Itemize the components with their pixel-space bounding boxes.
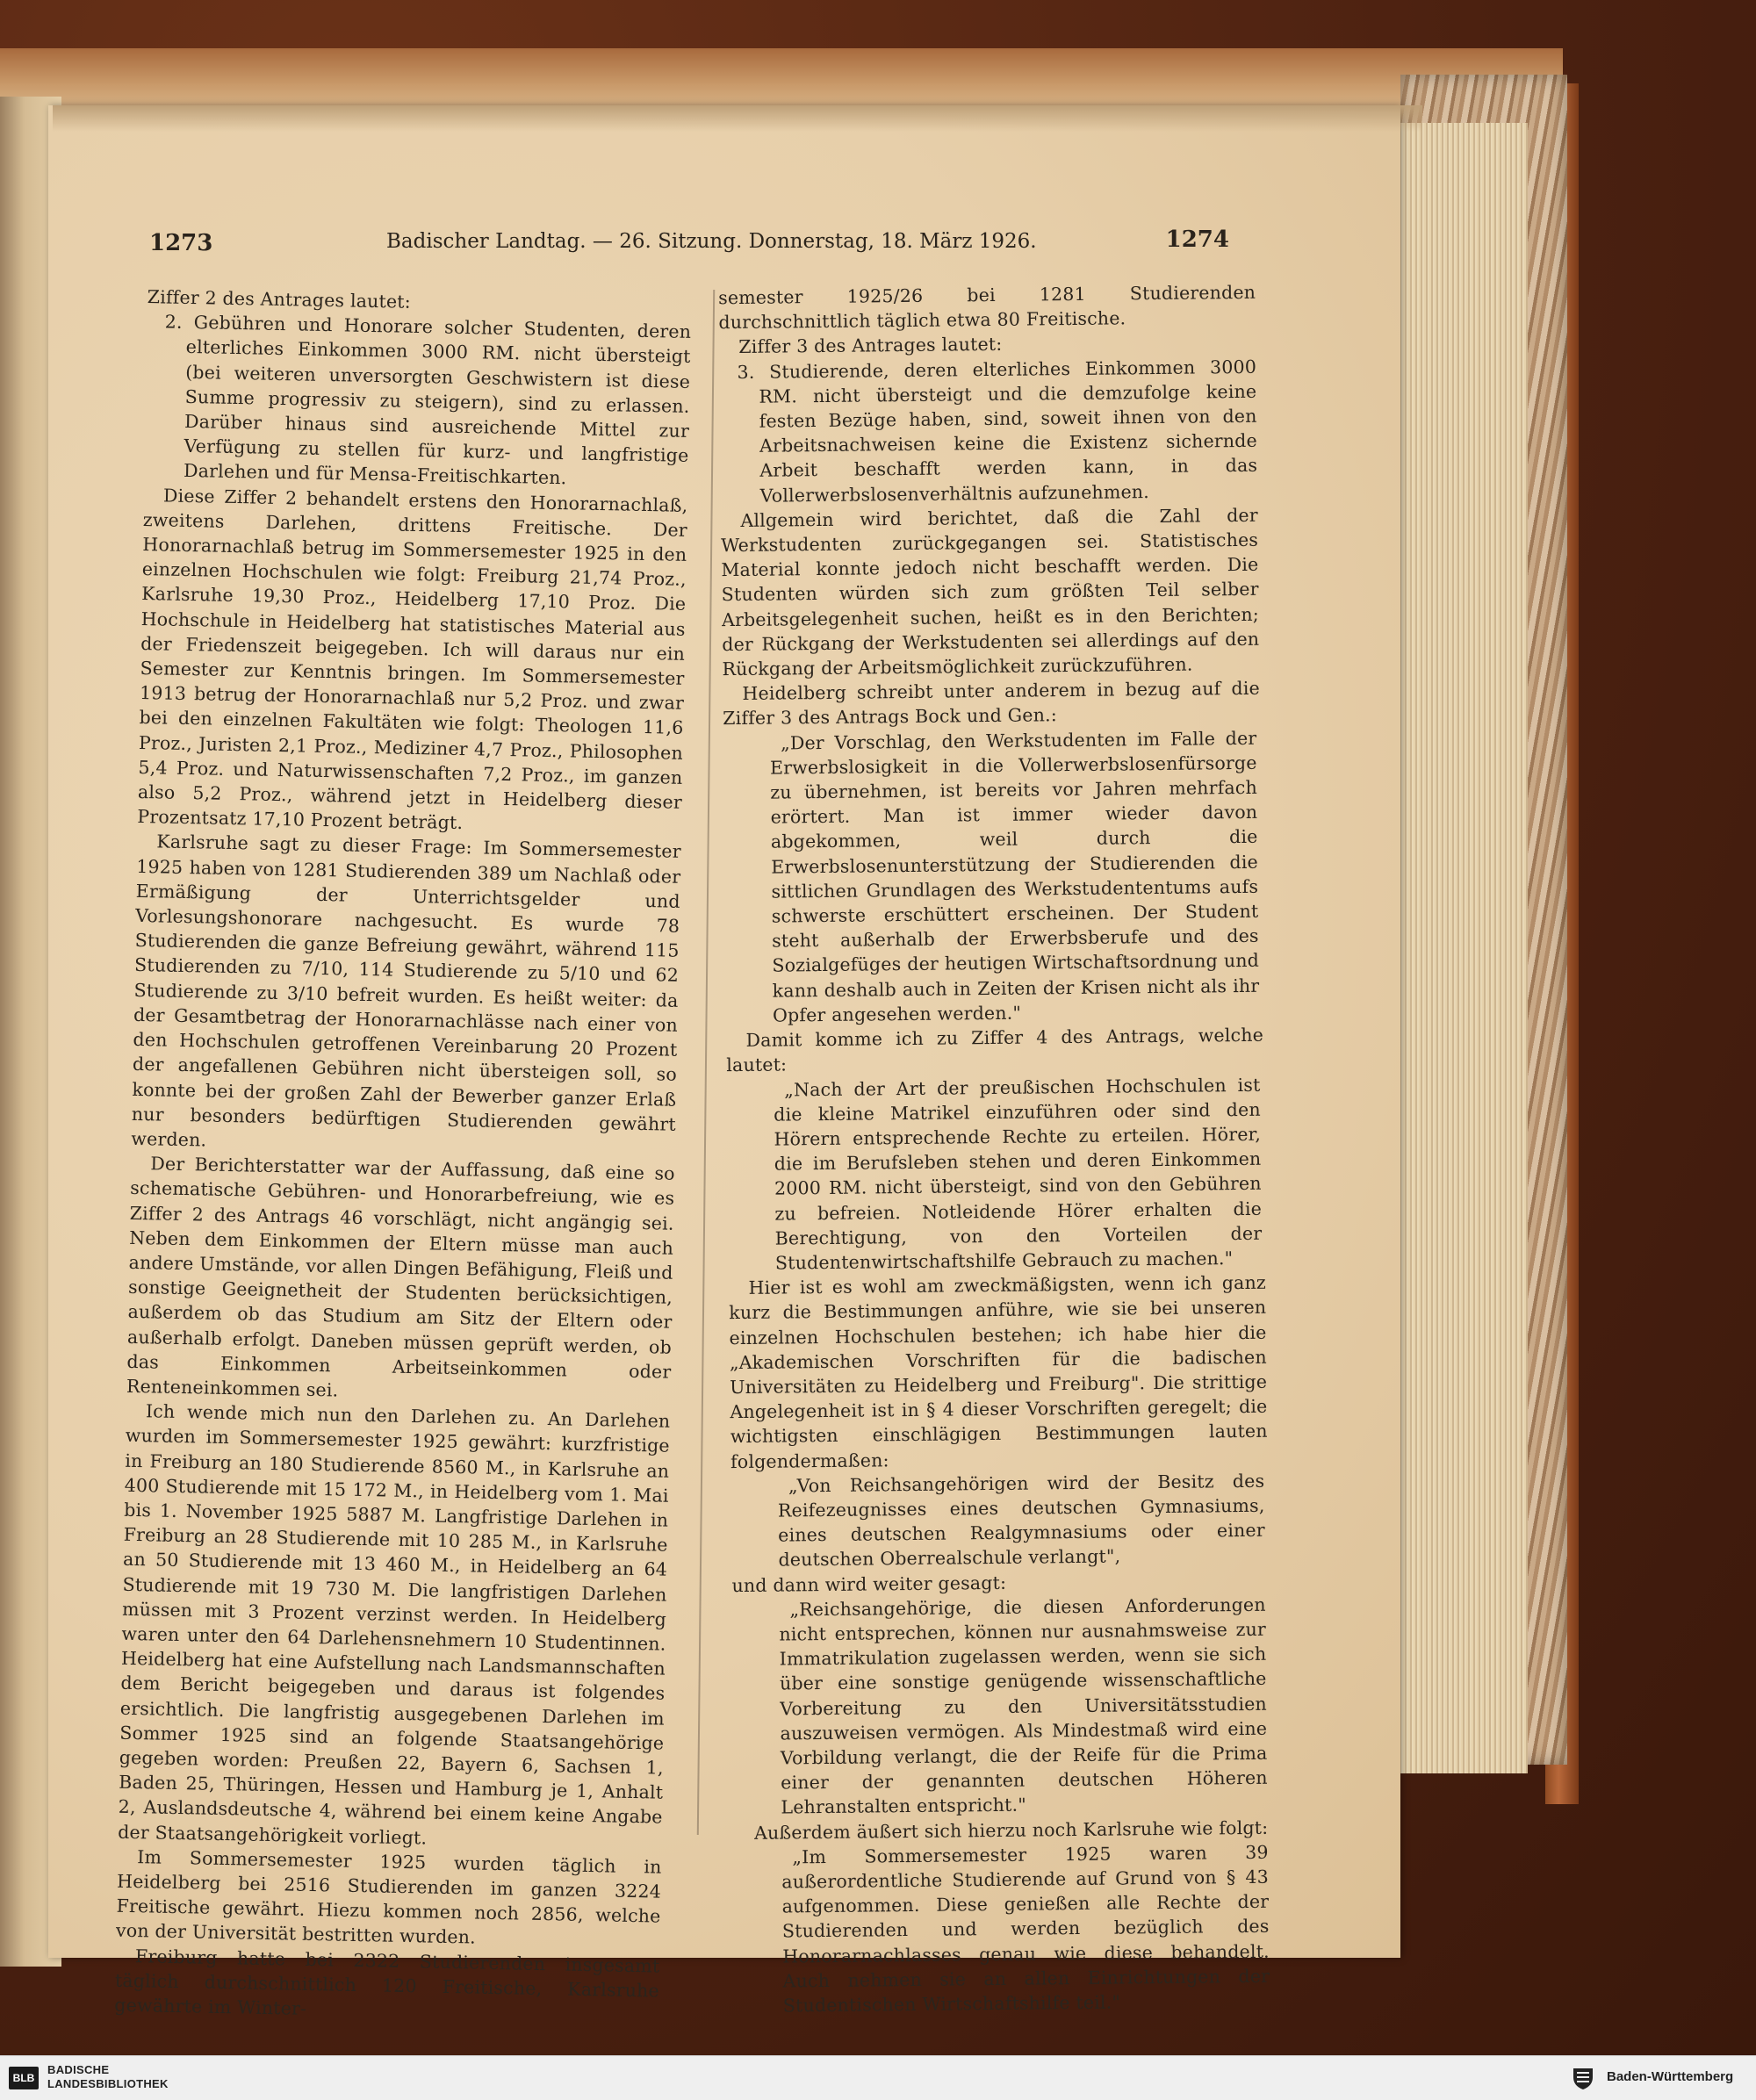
block-quote: „Von Reichsangehörigen wird der Besitz des Reifezeugnisses eines deutschen Gymnasiums, eines deutschen Realgymnasiums oder einer deutschen Oberrealschule verlangt", [777,1470,1265,1571]
running-header [149,227,1229,265]
numbered-item: 3. Studierende, deren elterliches Einkommen 3000 RM. nicht übersteigt und die demzufolge keine festen Bezüge haben, sind, soweit ihnen von den Arbeitsnachweisen keine die Existenz sichernde Arbeit beschafft werden kann, in das Vollerwerbslosenverhältnis aufzunehmen. [737,356,1258,507]
running-title: Badischer Landtag. — 26. Sitzung. Donnerstag, 18. März 1926. [386,230,1037,253]
paragraph: semester 1925/26 bei 1281 Studierenden durchschnittlich täglich etwa 80 Freitische. [718,281,1256,334]
paragraph: Ziffer 2 des Antrages lautet: [147,286,412,313]
viewer-footer [0,2055,1756,2100]
paragraph: Im Sommersemester 1925 wurden täglich in Heidelberg bei 2516 Studierenden im ganzen 3224 Freitische gewährt. Hiezu kommen noch 2856, welche von der Universität bestritten wurden. [115,1845,662,1948]
left-text-column [114,284,692,2028]
library-name-line1: BADISCHE [47,2063,110,2076]
paragraph: Ziffer 3 des Antrages lautet: [738,334,1003,358]
paragraph: Ich wende mich nun den Darlehen zu. An Darlehen wurden im Sommersemester 1925 gewährt: kurzfristige in Freiburg an 180 Studierende 8560 M., in Karlsruhe an 400 Studierende mit 15 172 M., in Heidelberg vom 1. Mai bis 1. November 1925 5887 M. Langfristige Darlehen in Freiburg an 28 Studierende mit 10 285 M., in Karlsruhe an 50 Studierende mit 13 460 M., in Heidelberg an 64 Studierende mit 19 730 M. Die langfristigen Darlehen müssen mit 3 Prozent verzinst werden. In Heidelberg waren unter den 64 Darlehensnehmern 10 Studentinnen. Heidelberg hat eine Aufstellung nach Landsmannschaften dem Bericht beigegeben und daraus ist folgendes ersichtlich. Die langfristig ausgegebenen Darlehen im Sommer 1925 sind an folgende Staatsangehörige gegeben worden: Preußen 22, Bayern 6, Sachsen 1, Baden 25, Thüringen, Hessen und Hamburg je 1, Anhalt 2, Auslandsdeutsche 4, während bei einem keine Angabe der Staatsangehörigkeit vorliegt. [117,1400,671,1849]
page-number-right: 1274 [1165,227,1229,253]
library-name-line2: LANDESBIBLIOTHEK [47,2077,169,2090]
library-name[interactable] [47,2063,169,2091]
page-top-shadow [53,105,1422,132]
paragraph: Allgemein wird berichtet, daß die Zahl der Werkstudenten zurückgegangen sei. Statistisches Material konnte jedoch nicht beschafft werden. Die Studenten würden sich zum größten Teil selber Arbeitsgelegenheit suchen, heißt es in den Berichten; der Rückgang der Werkstudenten sei allerdings auf den Rückgang der Arbeitsmöglichkeit zurückzuführen. [720,504,1260,680]
state-name[interactable]: Baden-Württemberg [1607,2069,1734,2084]
paragraph: Karlsruhe sagt zu dieser Frage: Im Sommersemester 1925 haben von 1281 Studierenden 389 um Nachlaß oder Ermäßigung der Unterrichtsgelder und Vorlesungshonorare nachgesucht. Es wurde 78 Studierenden die ganze Befreiung gewährt, während 115 Studierenden zu 7/10, 114 Studierende zu 5/10 und 62 Studierende zu 3/10 befreit wurden. Es heißt weiter: da der Gesamtbetrag der Honorarnachlässe nach einer von den Hochschulen getroffenen Vereinbarung 20 Prozent der angefallenen Gebühren nicht übersteigen soll, so konnte bei der großen Zahl der Bewerber ganzer Erlaß nur besonders bedürftigen Studierenden gewährt werden. [131,831,681,1151]
book-cover-top [0,48,1563,110]
paragraph: Außerdem äußert sich hierzu noch Karlsruhe wie folgt: [753,1816,1269,1844]
paragraph: Freiburg hatte bei 2322 Studierenden insgesamt täglich durchschnittlich 120 Freitische, Karlsruhe gewährte im Winter- [114,1945,660,2019]
paragraph: Der Berichterstatter war der Auffassung, daß eine so schematische Gebühren- und Honorarbefreiung, wie es Ziffer 2 des Antrags 46 vorschlägt, nicht angängig sei. Neben dem Einkommen der Eltern müsse man auch andere Umstände, vor allen Dingen Befähigung, Fleiß und sonstige Geeignetheit der Studenten berücksichtigen, außerdem ob das Studium am Sitz der Eltern oder außerhalb erfolgt. Daneben müssen geprüft werden, ob das Einkommen Arbeitseinkommen oder Renteneinkommen sei. [126,1153,675,1401]
block-quote: „Im Sommersemester 1925 waren 39 außerordentliche Studierende auf Grund von § 43 aufgenommen. Diese genießen alle Rechte der Studierenden und werden bezüglich des Honorarnachlasses genau wie diese behandelt. Auch nehmen sie an allen Einrichtungen der Studentischen Wirtschaftshilfe teil." [781,1841,1270,2017]
state-coat-of-arms-icon[interactable] [1570,2065,1596,2091]
blb-logo-icon[interactable]: BLB [9,2067,39,2089]
paragraph: Damit komme ich zu Ziffer 4 des Antrags, welche lautet: [726,1024,1264,1076]
block-quote: „Nach der Art der preußischen Hochschulen ist die kleine Matrikel einzuführen oder sind den Hörern entsprechende Rechte zu erteilen. Hörer, die im Berufsleben stehen und deren Einkommen 2000 RM. nicht übersteigt, sind von den Gebühren zu befreien. Notleidende Hörer erhalten die Berechtigung, von den Vorteilen der Studentenwirtschaftshilfe Gebrauch zu machen." [774,1074,1263,1274]
paragraph: Diese Ziffer 2 behandelt erstens den Honorarnachlaß, zweitens Darlehen, drittens Freitische. Der Honorarnachlaß betrug im Sommersemester 1925 in den einzelnen Hochschulen wie folgt: Freiburg 21,74 Proz., Karlsruhe 19,30 Proz., Heidelberg 17,10 Proz. Die Hochschule in Heidelberg hat statistisches Material aus der Friedenszeit beigegeben. Ich will daraus nur ein Semester zur Kenntnis bringen. Im Sommersemester 1913 betrug der Honorarnachlaß nur 5,2 Proz. und zwar bei den einzelnen Fakultäten wie folgt: Theologen 11,6 Proz., Juristen 2,1 Proz., Mediziner 4,7 Proz., Philosophen 5,4 Proz. und Naturwissenschaften 7,2 Proz., im ganzen also 5,2 Proz., während jetzt in Heidelberg dieser Prozentsatz 17,10 Prozent beträgt. [137,485,688,834]
paragraph: Hier ist es wohl am zweckmäßigsten, wenn ich ganz kurz die Bestimmungen anführe, wie sie bei unseren einzelnen Hochschulen bestehen; ich habe hier die „Akademischen Vorschriften für die badischen Universitäten zu Heidelberg und Freiburg". Die strittige Angelegenheit ist in § 4 dieser Vorschriften geregelt; die wichtigsten einschlägigen Bestimmungen lauten folgendermaßen: [729,1271,1268,1472]
numbered-item: 2. Gebühren und Honorare solcher Studenten, deren elterliches Einkommen 3000 RM. nicht übersteigt (bei weiteren unversorgten Geschwistern ist diese Summe progressiv zu steigern), sind zu erlassen. Darüber hinaus sind ausreichende Mittel zur Verfügung zu stellen für kurz- und langfristige Darlehen und für Mensa-Freitischkarten. [164,311,692,489]
page-number-left: 1273 [149,230,213,256]
paragraph: und dann wird weiter gesagt: [731,1571,1007,1596]
block-quote: „Reichsangehörige, die diesen Anforderungen nicht entsprechen, können nur ausnahmsweise zur Immatrikulation zugelassen werden, wenn sie sich über eine sonstige genügende wissenschaftliche Vorbereitung zu den Universitätsstudien auszuweisen vermögen. Als Mindestmaß wird eine Vorbildung verlangt, die der Reife für die Prima einer der genannten deutschen Höheren Lehranstalten entspricht." [779,1593,1268,1818]
block-quote: „Der Vorschlag, den Werkstudenten im Falle der Erwerbslosigkeit in die Vollerwerbslosenfürsorge zu übernehmen, ist bereits vor Jahren mehrfach erörtert. Man ist immer wieder davon abgekommen, weil durch die Erwerbslosenunterstützung der Studierenden die sittlichen Grundlagen des Werkstudententums aufs schwerste erschüttert erscheinen. Der Student steht außerhalb der Erwerbsberufe und des Sozialgefüges der heutigen Wirtschaftsordnung und kann deshalb auch in Zeiten der Krisen nicht als ihr Opfer angesehen werden." [769,727,1260,1026]
right-text-column [718,280,1274,2019]
paragraph: Heidelberg schreibt unter anderem in bezug auf die Ziffer 3 des Antrags Bock und Gen.: [723,678,1260,730]
page-stack [1387,123,1528,1773]
